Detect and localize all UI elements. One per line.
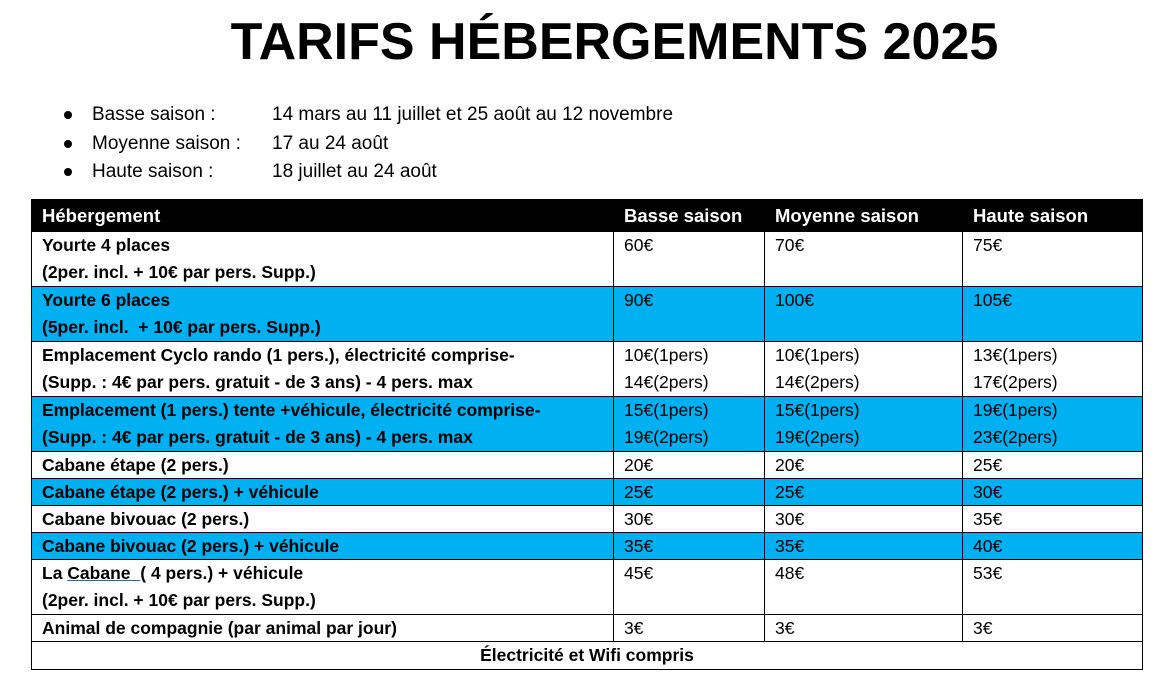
price-value: 60€ <box>624 235 654 255</box>
price-low: 20€ <box>614 452 765 479</box>
price-value: 15€(1pers) <box>624 400 709 420</box>
season-dates: 18 juillet au 24 août <box>272 161 437 182</box>
price-mid <box>765 560 963 615</box>
accommodation-detail: (2per. incl. + 10€ par pers. Supp.) <box>42 590 316 610</box>
price-value: 75€ <box>973 235 1003 255</box>
price-value: 15€(1pers) <box>775 400 860 420</box>
table-row <box>32 397 1143 452</box>
column-header: Hébergement <box>32 200 614 232</box>
price-low <box>614 287 765 342</box>
accommodation-name: Emplacement (1 pers.) tente +véhicule, électricité comprise- <box>42 400 541 420</box>
price-low: 3€ <box>614 615 765 642</box>
price-high <box>963 342 1143 397</box>
accommodation-detail: (Supp. : 4€ par pers. gratuit - de 3 ans) - 4 pers. max <box>42 427 473 447</box>
name-part: La <box>42 563 68 583</box>
price-value: 19€(2pers) <box>775 427 860 447</box>
season-name: Moyenne saison : <box>92 132 241 154</box>
price-high <box>963 287 1143 342</box>
accommodation-cell <box>32 560 614 615</box>
season-dates: 17 au 24 août <box>272 132 389 154</box>
price-value: 10€(1pers) <box>775 345 860 365</box>
table-row <box>32 533 1143 560</box>
bullet-icon <box>64 168 72 176</box>
price-mid <box>765 342 963 397</box>
price-low <box>614 232 765 287</box>
accommodation-name: Cabane bivouac (2 pers.) <box>32 506 614 533</box>
price-table <box>31 199 1143 670</box>
table-row <box>32 452 1143 479</box>
table-row <box>32 479 1143 506</box>
accommodation-name: Animal de compagnie (par animal par jour) <box>32 615 614 642</box>
column-header: Basse saison <box>614 200 765 232</box>
price-value: 90€ <box>624 290 654 310</box>
table-row <box>32 232 1143 287</box>
price-low: 35€ <box>614 533 765 560</box>
price-mid <box>765 232 963 287</box>
price-high: 30€ <box>963 479 1143 506</box>
table-row <box>32 287 1143 342</box>
season-dates: 14 mars au 11 juillet et 25 août au 12 novembre <box>272 104 674 125</box>
cabane-link: Cabane <box>67 563 141 583</box>
season-name: Basse saison : <box>92 104 216 125</box>
price-value: 100€ <box>775 290 814 310</box>
price-value: 14€(2pers) <box>775 372 860 392</box>
bullet-icon <box>64 111 72 119</box>
price-mid <box>765 397 963 452</box>
price-value: 48€ <box>775 563 805 583</box>
price-low <box>614 342 765 397</box>
name-part: ( 4 pers.) + véhicule <box>140 563 304 583</box>
price-mid: 3€ <box>765 615 963 642</box>
price-mid: 35€ <box>765 533 963 560</box>
price-high <box>963 397 1143 452</box>
table-header-row <box>32 200 1143 232</box>
accommodation-detail: (5per. incl. + 10€ par pers. Supp.) <box>42 317 321 337</box>
price-high <box>963 232 1143 287</box>
price-mid: 30€ <box>765 506 963 533</box>
price-value: 14€(2pers) <box>624 372 709 392</box>
price-value: 19€(2pers) <box>624 427 709 447</box>
accommodation-name <box>42 560 603 587</box>
price-value: 70€ <box>775 235 805 255</box>
column-header: Haute saison <box>963 200 1143 232</box>
accommodation-name: Cabane étape (2 pers.) <box>32 452 614 479</box>
table-footer: Électricité et Wifi compris <box>32 642 1143 670</box>
price-low: 30€ <box>614 506 765 533</box>
price-mid: 20€ <box>765 452 963 479</box>
price-high: 40€ <box>963 533 1143 560</box>
price-value: 53€ <box>973 563 1003 583</box>
accommodation-detail: (Supp. : 4€ par pers. gratuit - de 3 ans) - 4 pers. max <box>42 372 473 392</box>
price-value: 10€(1pers) <box>624 345 709 365</box>
accommodation-detail: (2per. incl. + 10€ par pers. Supp.) <box>42 262 316 282</box>
accommodation-cell <box>32 232 614 287</box>
price-low <box>614 560 765 615</box>
price-low: 25€ <box>614 479 765 506</box>
price-high: 35€ <box>963 506 1143 533</box>
accommodation-cell <box>32 342 614 397</box>
price-mid: 25€ <box>765 479 963 506</box>
price-mid <box>765 287 963 342</box>
accommodation-name: Cabane bivouac (2 pers.) + véhicule <box>32 533 614 560</box>
price-value: 17€(2pers) <box>973 372 1058 392</box>
accommodation-name: Emplacement Cyclo rando (1 pers.), électricité comprise- <box>42 345 515 365</box>
price-value: 13€(1pers) <box>973 345 1058 365</box>
table-row <box>32 615 1143 642</box>
price-value: 45€ <box>624 563 654 583</box>
price-high: 3€ <box>963 615 1143 642</box>
accommodation-name: Cabane étape (2 pers.) + véhicule <box>32 479 614 506</box>
accommodation-name: Yourte 6 places <box>42 290 171 310</box>
price-value: 19€(1pers) <box>973 400 1058 420</box>
price-high: 25€ <box>963 452 1143 479</box>
price-low <box>614 397 765 452</box>
table-footer-row <box>32 642 1143 670</box>
season-name: Haute saison : <box>92 161 214 182</box>
price-high <box>963 560 1143 615</box>
table-row <box>32 342 1143 397</box>
price-value: 105€ <box>973 290 1012 310</box>
accommodation-name: Yourte 4 places <box>42 235 171 255</box>
price-value: 23€(2pers) <box>973 427 1058 447</box>
table-row <box>32 560 1143 615</box>
accommodation-cell <box>32 287 614 342</box>
table-row <box>32 506 1143 533</box>
accommodation-cell <box>32 397 614 452</box>
column-header: Moyenne saison <box>765 200 963 232</box>
bullet-icon <box>64 140 72 148</box>
page-title: TARIFS HÉBERGEMENTS 2025 <box>230 13 999 71</box>
